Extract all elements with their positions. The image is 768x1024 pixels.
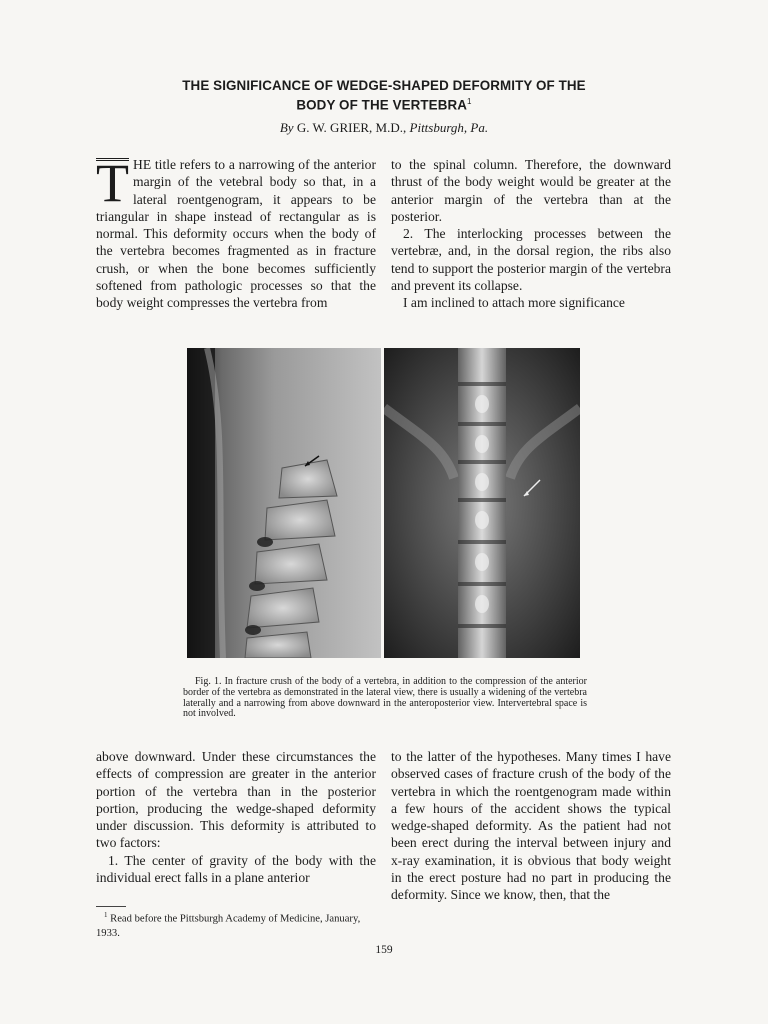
footnote-marker: 1 [104, 911, 108, 919]
column-3-paragraph-1: above downward. Under these circumstances the effects of compression are greater in the anterior portion of the vertebra than in the posterior portion, producing the wedge-shaped deformity under discussion. This deformity is attributed to two factors: [96, 749, 376, 851]
figure-1 [187, 348, 581, 658]
figure-caption-text: Fig. 1. In fracture crush of the body of a vertebra, in addition to the compression of the anterior border of the vertebra as demonstrated in the lateral view, there is usually a widening of the vertebra laterally and a narrowing from above downward in the anteroposterior view. Intervertebral space is not involved. [183, 676, 587, 720]
column-2-paragraph-3: I am inclined to attach more significance [403, 295, 625, 311]
byline-author: G. W. GRIER, M.D., [296, 120, 407, 135]
footnote-text: Read before the Pittsburgh Academy of Medicine, January, 1933. [96, 913, 361, 939]
lateral-xray-image [187, 348, 381, 658]
byline-prefix: By [279, 120, 294, 135]
article-title [120, 78, 648, 113]
column-2-paragraph-2: 2. The interlocking processes between the vertebræ, and, in the dorsal region, the ribs also tend to support the posterior margin of the vertebra and prevent its collapse. [391, 226, 671, 294]
column-3 [96, 748, 376, 886]
anteroposterior-xray-image [384, 348, 580, 658]
title-line-2-text: BODY OF THE VERTEBRA [296, 97, 468, 113]
column-1-text: HE title refers to a narrowing of the anterior margin of the vetebral body so that, in a lateral roentgenogram, it appears to be triangular in shape instead of rectangular as is normal. This deformity occurs when the body of the vertebra becomes fragmented as in fracture crush, or when the bone becomes sufficiently softened from pathologic processes so that the body weight compresses the vertebra from [96, 157, 376, 311]
title-line-2 [120, 94, 648, 113]
column-1 [96, 153, 376, 312]
title-footnote-marker: 1 [467, 97, 472, 106]
column-4 [391, 748, 671, 904]
column-1-paragraph [96, 153, 376, 312]
footnote [96, 908, 376, 941]
title-line-1: THE SIGNIFICANCE OF WEDGE-SHAPED DEFORMITY OF THE [182, 78, 586, 93]
column-3-paragraph-2: 1. The center of gravity of the body with the individual erect falls in a plane anterior [96, 852, 376, 886]
figure-caption [183, 677, 587, 720]
byline-location: Pittsburgh, Pa. [409, 120, 489, 135]
column-2 [391, 156, 671, 312]
drop-cap: T [96, 153, 129, 213]
page-number: 159 [375, 944, 393, 956]
column-4-paragraph-1: to the latter of the hypotheses. Many times I have observed cases of fracture crush of the body of the vertebra in which the roentgenogram made within a few hours of the accident shows the typical wedge-shaped deformity. As the patient had not been erect during the interval between injury and x-ray examination, it is obvious that body weight in the erect posture had no part in producing the deformity. Since we know, then, that the [391, 749, 671, 903]
column-2-paragraph-1: to the spinal column. Therefore, the downward thrust of the body weight would be greater at the anterior margin of the vertebra than at the posterior. [391, 157, 671, 224]
footnote-rule [96, 906, 126, 907]
byline [120, 120, 648, 136]
